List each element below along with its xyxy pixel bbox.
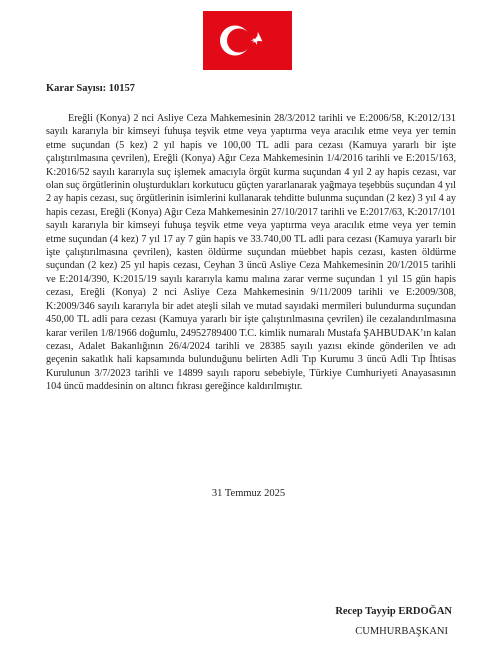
decision-date: 31 Temmuz 2025 (211, 488, 286, 499)
signatory-last-name: ERDOĞAN (398, 606, 452, 617)
decision-body: Ereğli (Konya) 2 nci Asliye Ceza Mahkemesinin 28/3/2012 tarihli ve E:2006/58, K:2012/131 sayılı kararıyla bir kimseyi fuhuşa teşvik etme veya yaptırma veya aracılık etme veya yer temin etme suçundan (5 kez) 2 yıl hapis ve 100,00 TL adli para cezası (Kamuya yararlı bir işte çalıştırılmasına çevrilen), Ereğli (Konya) Ağır Ceza Mahkemesinin 1/4/2016 tarihli ve E:2015/163, K:2016/52 sayılı kararıyla suç işlemek amacıyla örgüt kurma suçundan 4 yıl 2 ay hapis cezası, var olan suç örgütlerinin oluşturdukları korkutucu güçten yararlanarak yağmaya teşebbüs suçundan 4 yıl 2 ay hapis cezası, suç örgütlerinin isimlerini kullanarak tehditte bulunma suçundan (2 kez) 3 yıl 4 ay hapis cezası, Ereğli (Konya) Ağır Ceza Mahkemesinin 27/10/2017 tarihli ve E:2017/63, K:2017/101 sayılı kararıyla bir kimseyi fuhuşa teşvik etme veya yaptırma veya aracılık etme veya yer temin etme suçundan (4 kez) 7 yıl 17 ay 7 gün hapis ve 33.740,00 TL adli para cezası (Kamuya yararlı bir işte çalıştırılmasına çevrilen), kasten öldürme suçundan müebbet hapis cezası, kasten öldürme suçundan (2 kez) 25 yıl hapis cezası, Ceyhan 3 üncü Asliye Ceza Mahkemesinin 20/1/2015 tarihli ve E:2014/390, K:2015/19 sayılı kararıyla kamu malına zarar verme suçundan 1 yıl 15 gün hapis cezası, Ereğli (Konya) 2 nci Asliye Ceza Mahkemesinin 9/11/2009 tarihli ve E:2009/308, K:2009/346 sayılı kararıyla bir adet ateşli silah ve mutad sayıdaki mermileri bulundurma suçundan 450,00 TL adli para cezası (Kamuya yararlı bir işte çalıştırılmasına çevrilen) ile cezalandırılmasına karar verilen 1/8/1966 doğumlu, 24952789400 T.C. kimlik numaralı Mustafa ŞAHBUDAK’ın kalan cezası, Adalet Bakanlığının 26/4/2024 tarihli ve 28385 sayılı yazısı ekinde gönderilen ve adı geçenin sakatlık hali kapsamında bulunduğunu belirten Adli Tıp Kurumu 3 üncü Adli Tıp İhtisas Kurulunun 3/7/2023 tarihli ve 14899 sayılı raporu sebebiyle, Türkiye Cumhuriyeti Anayasasının 104 üncü maddesinin on altıncı fıkrası gereğince kaldırılmıştır. (46, 113, 456, 393)
signatory-name (335, 606, 452, 617)
turkish-flag-icon (203, 11, 292, 70)
signatory-first-name: Recep Tayyip (335, 606, 399, 617)
signatory-title: CUMHURBAŞKANI (355, 626, 448, 637)
decision-number: Karar Sayısı: 10157 (46, 83, 136, 94)
